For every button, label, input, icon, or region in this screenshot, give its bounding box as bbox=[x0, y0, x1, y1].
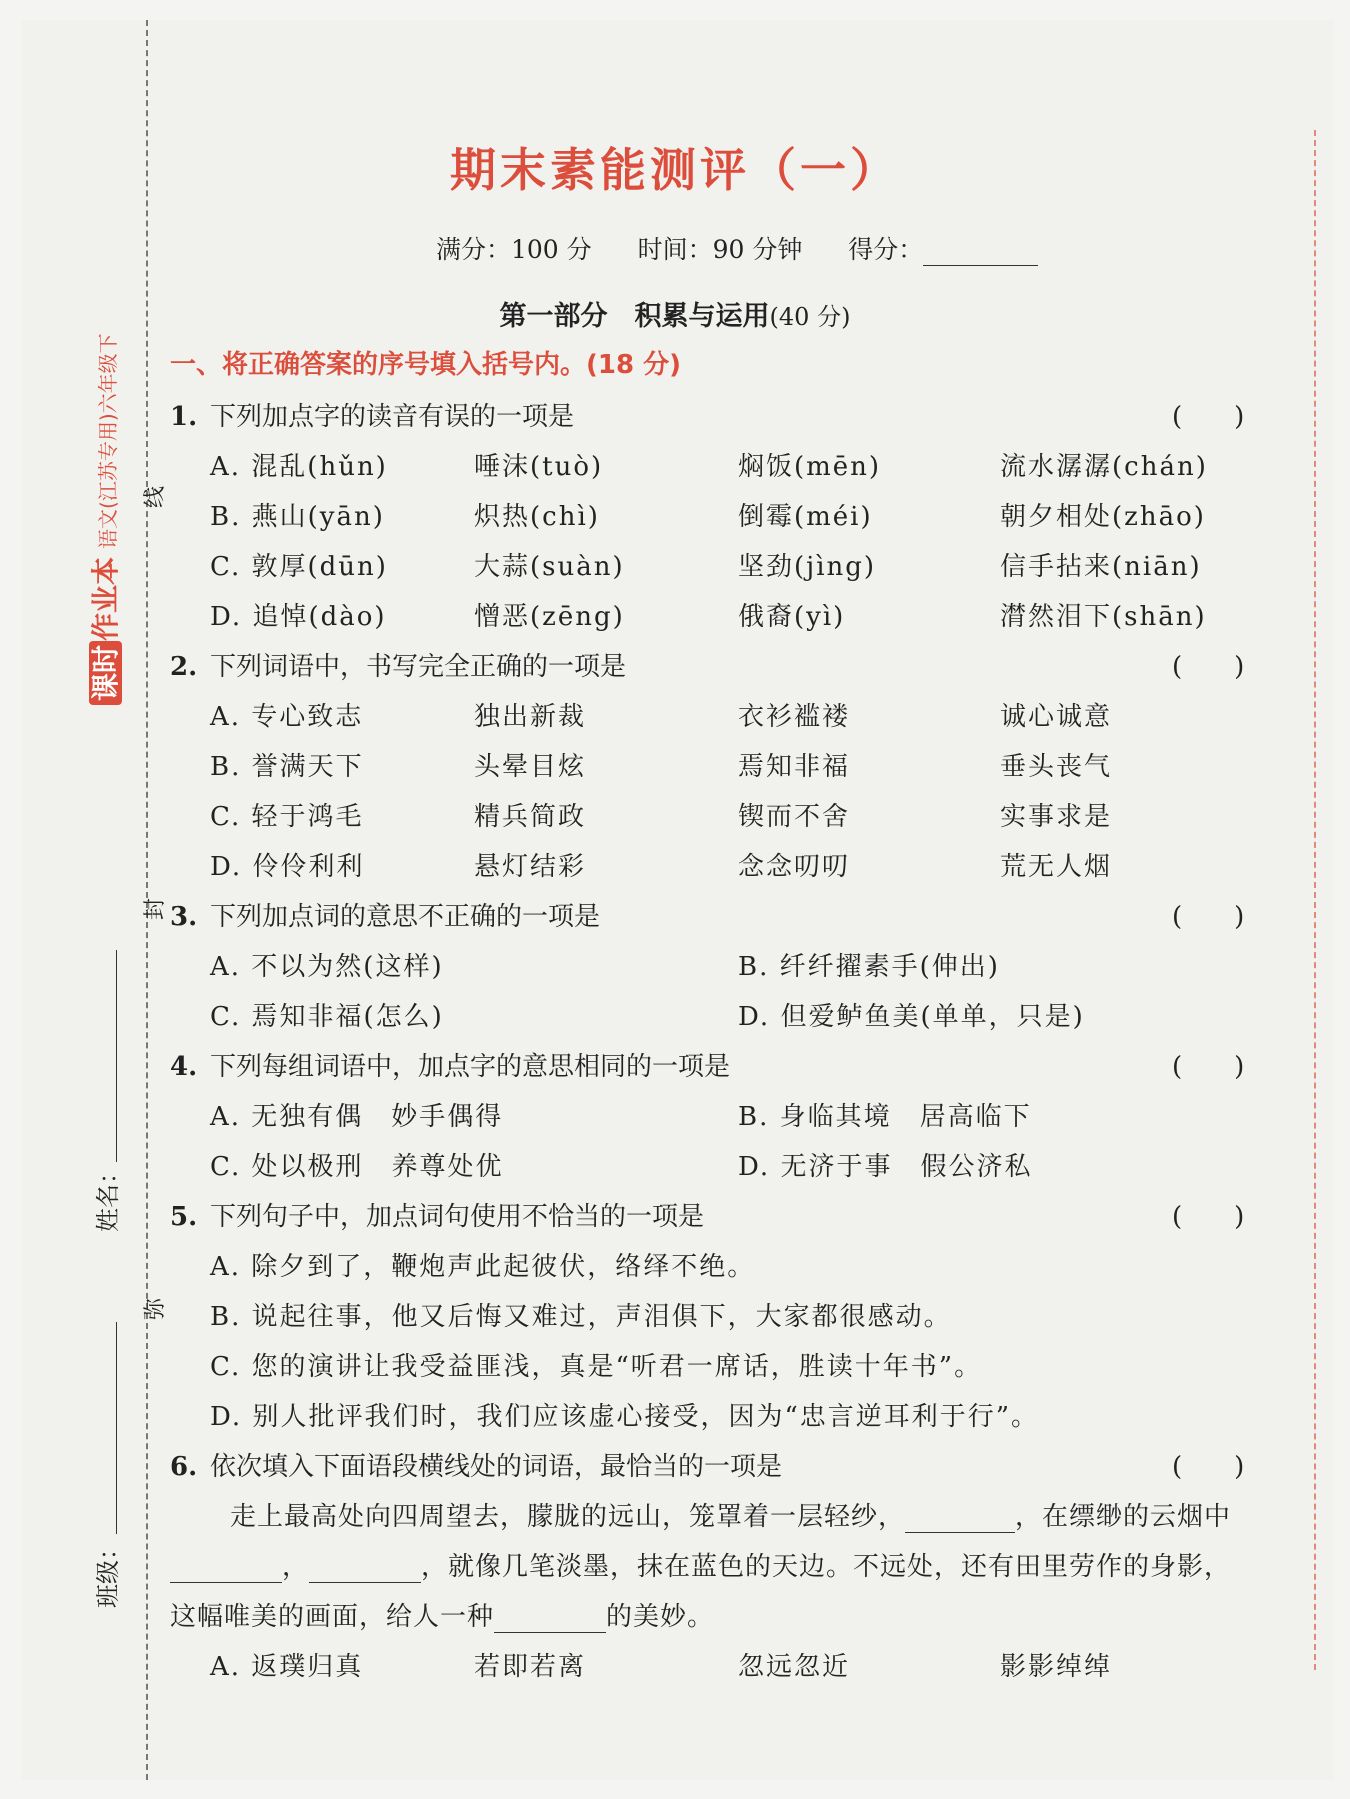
q4-a: A. 无独有偶 妙手偶得 bbox=[210, 1102, 504, 1132]
brand-label bbox=[84, 333, 124, 705]
answer-paren-5[interactable]: ( ) bbox=[1172, 1202, 1245, 1232]
q6-a-1: A. 返璞归真 bbox=[210, 1652, 364, 1682]
q5-a: A. 除夕到了，鞭炮声此起彼伏，络绎不绝。 bbox=[210, 1252, 756, 1282]
answer-paren-2[interactable]: ( ) bbox=[1172, 652, 1245, 682]
q2-b-1: B. 誉满天下 bbox=[210, 752, 364, 782]
blank-2[interactable] bbox=[170, 1556, 282, 1583]
q3-c: C. 焉知非福(怎么) bbox=[210, 1002, 444, 1032]
q3-d: D. 但爱鲈鱼美(单单，只是) bbox=[738, 1002, 1085, 1032]
side-seal-label: 封 bbox=[143, 897, 168, 920]
class-field[interactable] bbox=[116, 1322, 117, 1534]
exam-info bbox=[436, 230, 1038, 266]
q6-passage-line-1: 走上最高处向四周望去，朦胧的远山，笼罩着一层轻纱， ，在缥缈的云烟中 bbox=[230, 1502, 1232, 1532]
q2-b-4: 垂头丧气 bbox=[1000, 752, 1113, 782]
question-2: 2. 下列词语中，书写完全正确的一项是 bbox=[170, 652, 627, 682]
side-mi-label: 弥 bbox=[143, 1297, 168, 1320]
q1-d-3: 俄裔(yì) bbox=[738, 602, 846, 632]
brand-subtitle: 语文(江苏专用)六年级下 bbox=[96, 333, 120, 549]
q2-d-1: D. 伶伶利利 bbox=[210, 852, 365, 882]
q4-c: C. 处以极刑 养尊处优 bbox=[210, 1152, 504, 1182]
brand-name: 作业本 bbox=[89, 556, 122, 641]
blank-3[interactable] bbox=[309, 1556, 421, 1583]
page-title: 期末素能测评（一） bbox=[450, 143, 900, 197]
q2-a-3: 衣衫褴褛 bbox=[738, 702, 851, 732]
q6-a-2: 若即若离 bbox=[474, 1652, 587, 1682]
q4-d: D. 无济于事 假公济私 bbox=[738, 1152, 1033, 1182]
section-heading: 一、将正确答案的序号填入括号内。(18 分) bbox=[170, 350, 681, 380]
name-field[interactable] bbox=[116, 950, 117, 1162]
q2-d-3: 念念叨叨 bbox=[738, 852, 851, 882]
answer-paren-6[interactable]: ( ) bbox=[1172, 1452, 1245, 1482]
q5-d: D. 别人批评我们时，我们应该虚心接受，因为“忠言逆耳利于行”。 bbox=[210, 1402, 1040, 1432]
q4-b: B. 身临其境 居高临下 bbox=[738, 1102, 1032, 1132]
q1-c-3: 坚劲(jìng) bbox=[738, 552, 877, 582]
part-heading bbox=[0, 294, 1350, 333]
question-5: 5. 下列句子中，加点词句使用不恰当的一项是 bbox=[170, 1202, 705, 1232]
margin-line bbox=[1314, 130, 1316, 1670]
brand-logo: 课时 bbox=[89, 641, 122, 705]
q1-a-3: 焖饭(mēn) bbox=[738, 452, 882, 482]
answer-paren-3[interactable]: ( ) bbox=[1172, 902, 1245, 932]
blank-4[interactable] bbox=[494, 1606, 606, 1633]
q5-b: B. 说起往事，他又后悔又难过，声泪俱下，大家都很感动。 bbox=[210, 1302, 952, 1332]
name-label: 姓名： bbox=[94, 1160, 122, 1232]
part-label: 第一部分 积累与运用 bbox=[499, 301, 770, 332]
class-label: 班级： bbox=[94, 1536, 122, 1608]
q2-b-2: 头晕目炫 bbox=[474, 752, 587, 782]
score-blank[interactable] bbox=[923, 241, 1038, 266]
q1-d-1: D. 追悼(dào) bbox=[210, 602, 387, 632]
q2-b-3: 焉知非福 bbox=[738, 752, 851, 782]
question-4: 4. 下列每组词语中，加点字的意思相同的一项是 bbox=[170, 1052, 731, 1082]
q1-a-1: A. 混乱(hǔn) bbox=[210, 452, 388, 482]
q1-b-4: 朝夕相处(zhāo) bbox=[1000, 502, 1206, 532]
q2-a-2: 独出新裁 bbox=[474, 702, 587, 732]
q3-b: B. 纤纤擢素手(伸出) bbox=[738, 952, 1000, 982]
q2-c-3: 锲而不舍 bbox=[738, 802, 851, 832]
q2-a-4: 诚心诚意 bbox=[1000, 702, 1113, 732]
blank-1[interactable] bbox=[905, 1506, 1015, 1533]
q1-c-1: C. 敦厚(dūn) bbox=[210, 552, 388, 582]
q1-b-2: 炽热(chì) bbox=[474, 502, 600, 532]
part-points: (40 分) bbox=[769, 303, 851, 331]
q1-d-2: 憎恶(zēng) bbox=[474, 602, 625, 632]
q6-passage-line-2: ， ，就像几笔淡墨，抹在蓝色的天边。不远处，还有田里劳作的身影， bbox=[170, 1546, 1231, 1583]
answer-paren-4[interactable]: ( ) bbox=[1172, 1052, 1245, 1082]
q2-c-1: C. 轻于鸿毛 bbox=[210, 802, 364, 832]
q6-a-3: 忽远忽近 bbox=[738, 1652, 851, 1682]
q6-passage-line-3: 这幅唯美的画面，给人一种 的美妙。 bbox=[170, 1602, 715, 1632]
full-score: 满分：100 分 bbox=[436, 235, 592, 264]
q2-a-1: A. 专心致志 bbox=[210, 702, 364, 732]
q6-a-4: 影影绰绰 bbox=[1000, 1652, 1113, 1682]
q1-a-2: 唾沫(tuò) bbox=[474, 452, 604, 482]
q1-a-4: 流水潺潺(chán) bbox=[1000, 452, 1208, 482]
time-limit: 时间：90 分钟 bbox=[637, 235, 803, 264]
q1-b-1: B. 燕山(yān) bbox=[210, 502, 385, 532]
side-line-label: 线 bbox=[143, 485, 168, 508]
question-1: 1. 下列加点字的读音有误的一项是 bbox=[170, 402, 575, 432]
q3-a: A. 不以为然(这样) bbox=[210, 952, 444, 982]
q2-d-4: 荒无人烟 bbox=[1000, 852, 1113, 882]
q1-d-4: 潸然泪下(shān) bbox=[1000, 602, 1207, 632]
q2-d-2: 悬灯结彩 bbox=[474, 852, 587, 882]
q1-b-3: 倒霉(méi) bbox=[738, 502, 873, 532]
answer-paren-1[interactable]: ( ) bbox=[1172, 402, 1245, 432]
q1-c-2: 大蒜(suàn) bbox=[474, 552, 625, 582]
question-6: 6. 依次填入下面语段横线处的词语，最恰当的一项是 bbox=[170, 1452, 783, 1482]
q2-c-2: 精兵简政 bbox=[474, 802, 587, 832]
score-label: 得分： bbox=[848, 235, 924, 264]
q5-c: C. 您的演讲让我受益匪浅，真是“听君一席话，胜读十年书”。 bbox=[210, 1352, 983, 1382]
question-3: 3. 下列加点词的意思不正确的一项是 bbox=[170, 902, 601, 932]
q1-c-4: 信手拈来(niān) bbox=[1000, 552, 1202, 582]
q2-c-4: 实事求是 bbox=[1000, 802, 1113, 832]
